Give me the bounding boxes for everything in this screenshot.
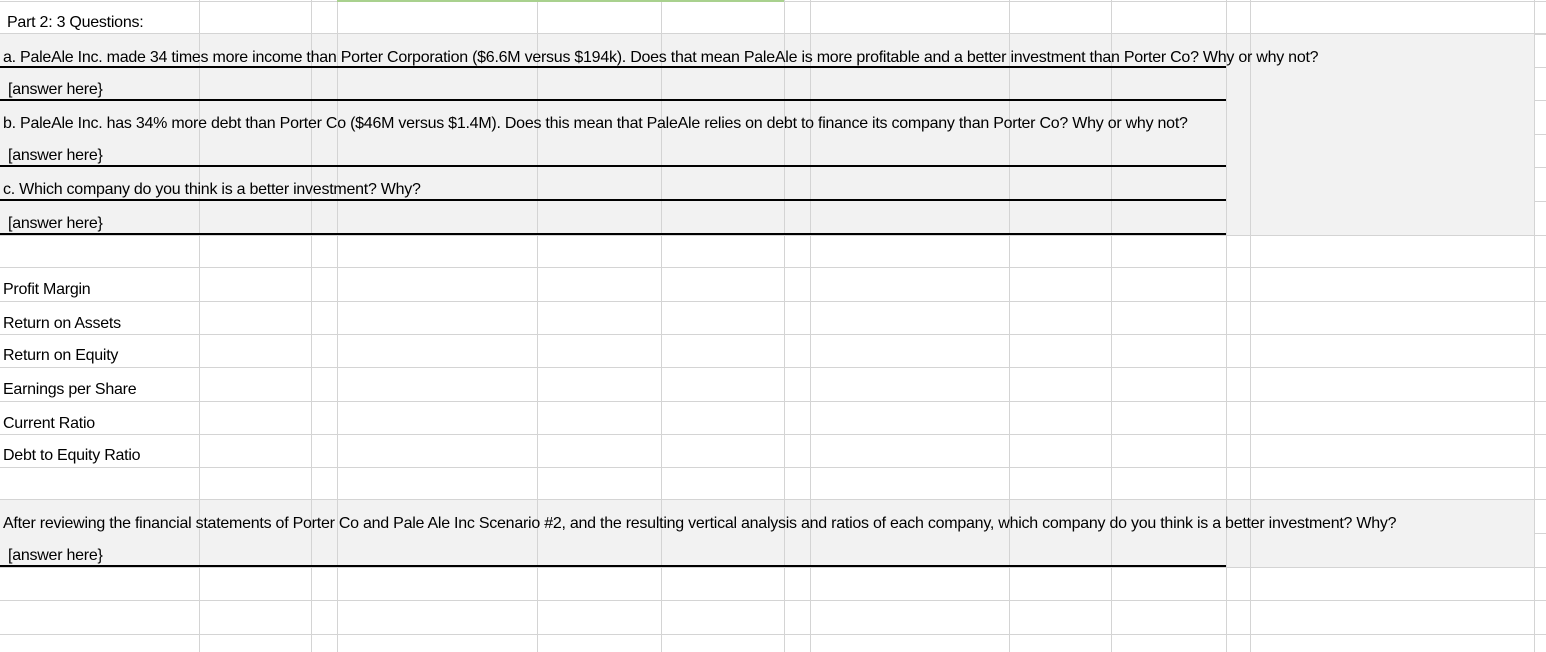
ratio-label-current-ratio[interactable]: Current Ratio: [3, 415, 95, 432]
ratio-label-profit-margin[interactable]: Profit Margin: [3, 281, 91, 298]
question-c-prompt[interactable]: c. Which company do you think is a better investment? Why?: [3, 181, 421, 198]
question-a-underline: [0, 66, 1226, 68]
question-b-prompt[interactable]: b. PaleAle Inc. has 34% more debt than Porter Co ($46M versus $1.4M). Does this mean that PaleAle relies on debt to finance its company than Porter Co? Why or why not?: [3, 115, 1188, 132]
ratio-label-return-on-equity[interactable]: Return on Equity: [3, 347, 119, 364]
selection-accent-bar: [337, 0, 784, 2]
question-c-answer-cell[interactable]: [answer here}: [8, 215, 103, 232]
part-header-text: Part 2: 3 Questions:: [7, 14, 144, 31]
final-question-answer-cell[interactable]: [answer here}: [8, 547, 103, 564]
question-a-prompt[interactable]: a. PaleAle Inc. made 34 times more income than Porter Corporation ($6.6M versus $194k). Does that mean PaleAle is more profitable and a better investment than Porter Co? Why or why not?: [3, 49, 1319, 66]
question-a-answer-underline: [0, 99, 1226, 101]
question-c-answer-underline: [0, 233, 1226, 235]
ratio-label-earnings-per-share[interactable]: Earnings per Share: [3, 381, 137, 398]
question-a-answer-cell[interactable]: [answer here}: [8, 81, 103, 98]
question-b-answer-cell[interactable]: [answer here}: [8, 147, 103, 164]
ratio-label-return-on-assets[interactable]: Return on Assets: [3, 315, 121, 332]
question-c-underline: [0, 199, 1226, 201]
final-question-answer-underline: [0, 565, 1226, 567]
ratio-label-debt-to-equity[interactable]: Debt to Equity Ratio: [3, 447, 141, 464]
question-b-answer-underline: [0, 165, 1226, 167]
final-question-prompt[interactable]: After reviewing the financial statements of Porter Co and Pale Ale Inc Scenario #2, and the resulting vertical analysis and ratios of each company, which company do you think is a better investment? Why?: [3, 515, 1397, 532]
